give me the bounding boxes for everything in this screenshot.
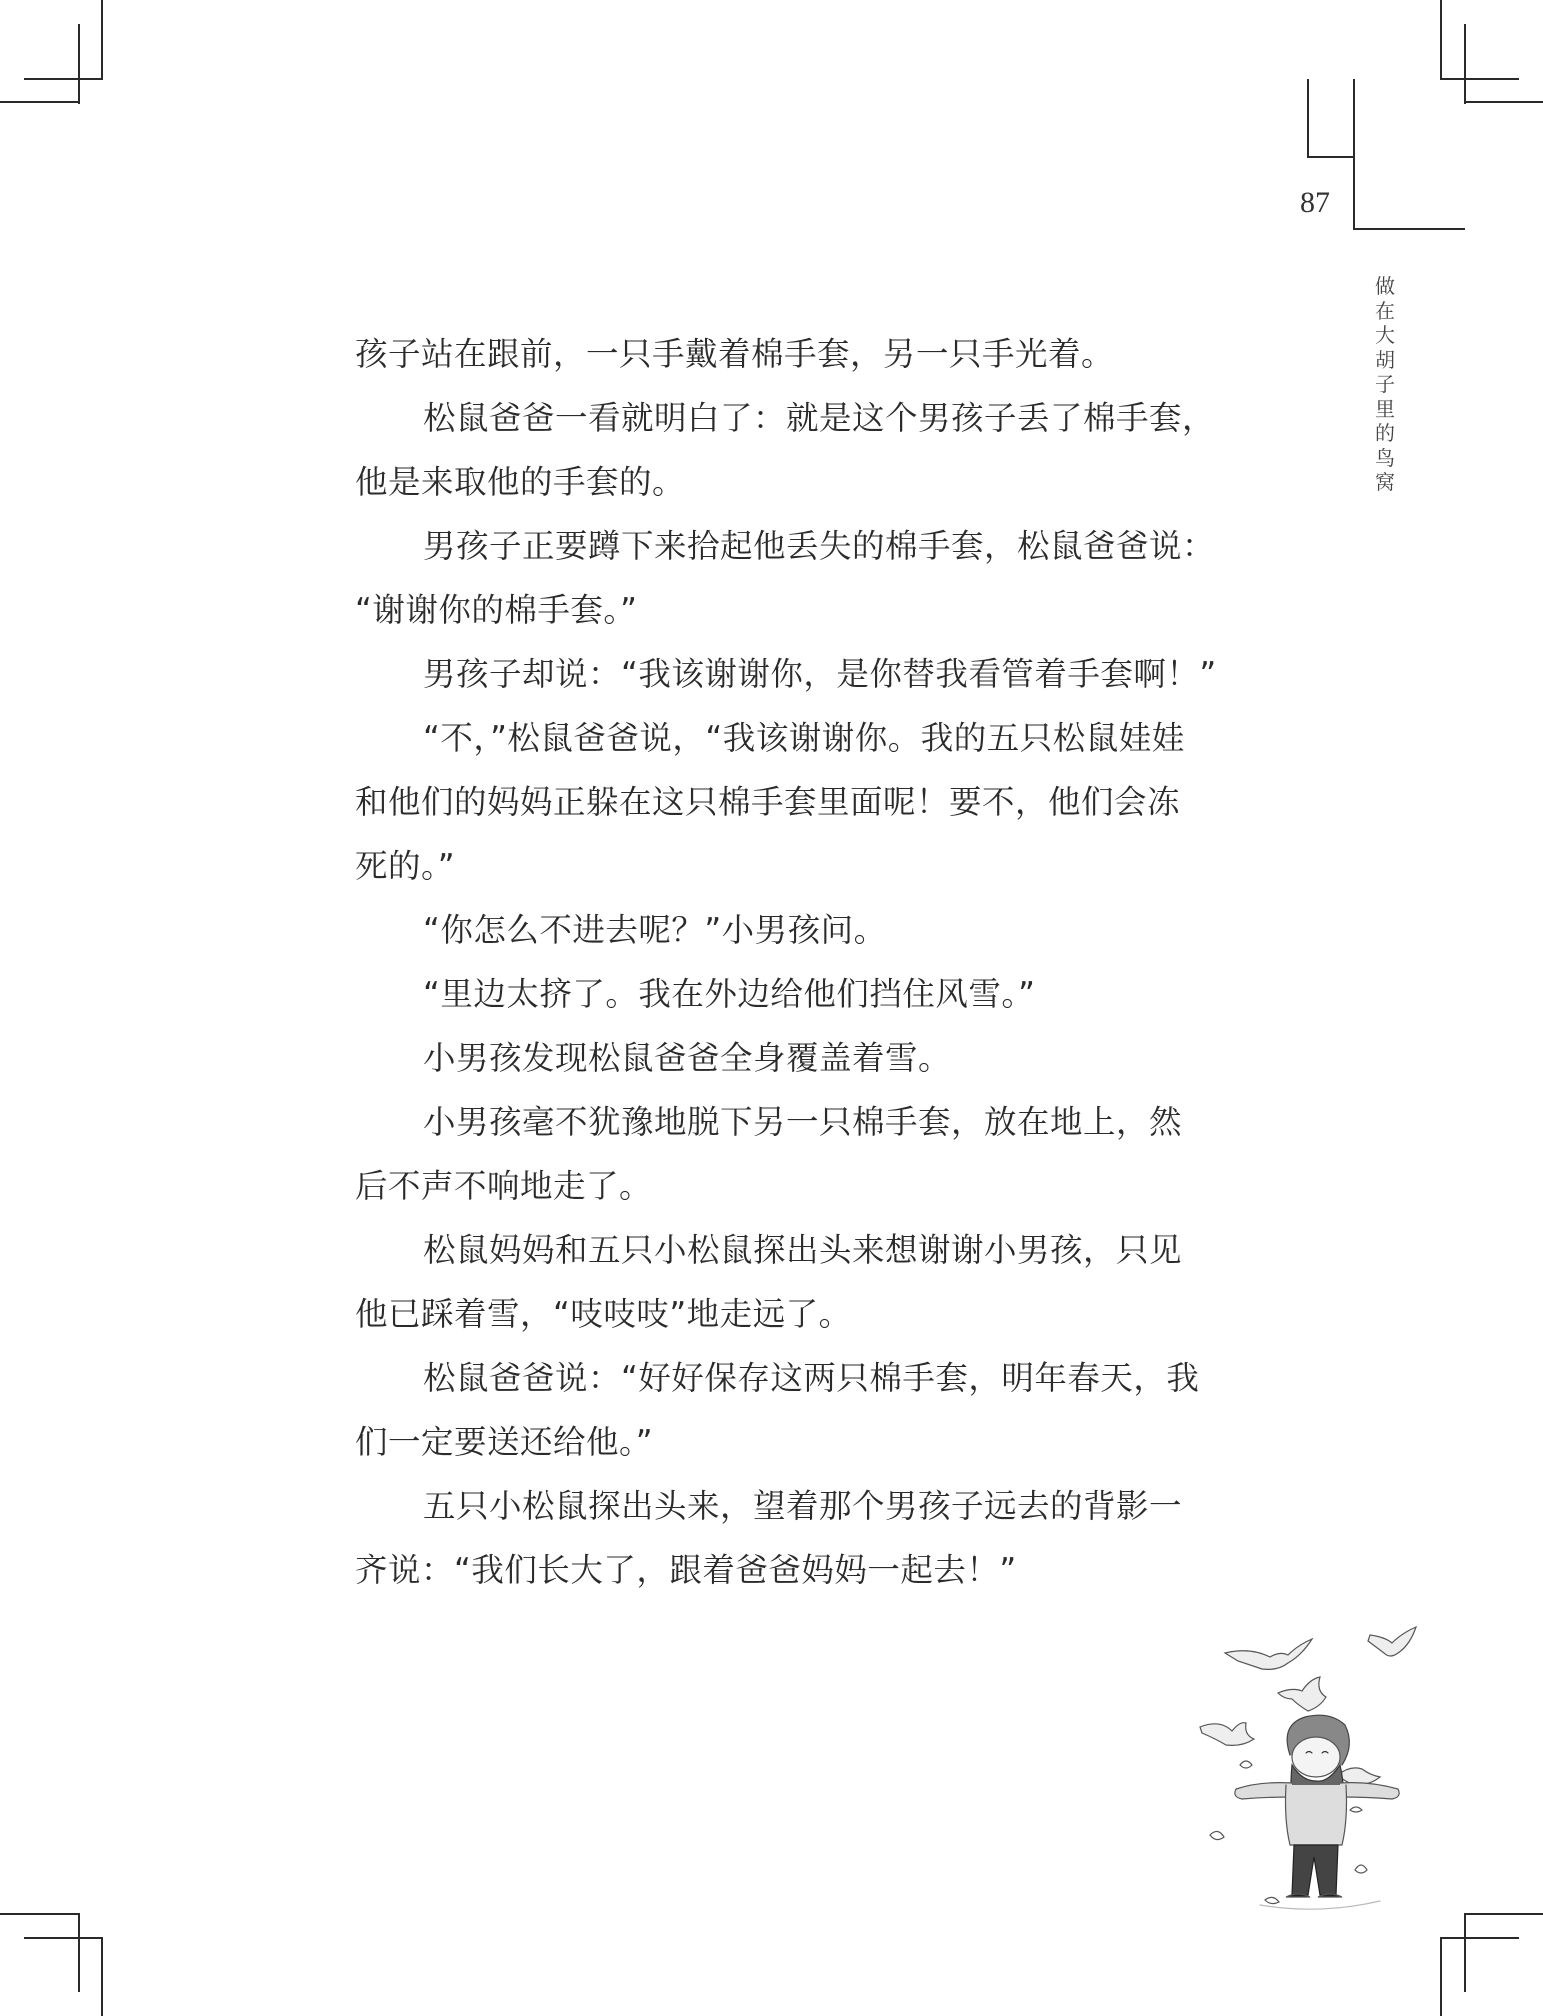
text-line: 小男孩毫不犹豫地脱下另一只棉手套，放在地上，然 [423,1103,1183,1141]
crop-mark [24,78,103,80]
text-line: 松鼠爸爸说：“好好保存这两只棉手套，明年春天，我 [423,1359,1200,1397]
bearded-man-illustration [1180,1605,1420,1915]
crop-mark [101,0,103,79]
crop-mark [0,1913,80,1915]
text-line: 小男孩发现松鼠爸爸全身覆盖着雪。 [423,1039,952,1077]
running-head-char: 窝 [1375,470,1395,494]
text-line: “你怎么不进去呢？”小男孩问。 [423,911,887,949]
body-text [355,322,1215,1602]
crop-mark [24,1937,103,1939]
crop-mark [1440,1937,1519,1939]
text-line: 和他们的妈妈正躲在这只棉手套里面呢！要不，他们会冻 [355,783,1181,821]
page-number: 87 [1300,186,1330,219]
crop-mark [1464,1913,1466,1992]
crop-mark [78,24,80,104]
running-head-char: 子 [1375,372,1395,396]
page-number-frame [1353,228,1465,230]
text-line: 男孩子却说：“我该谢谢你，是你替我看管着手套啊！” [423,655,1217,693]
crop-mark [1464,24,1466,104]
crop-mark [1464,1913,1543,1915]
text-line: “不，”松鼠爸爸说，“我该谢谢你。我的五只松鼠娃娃 [423,719,1185,757]
page-number-frame [1307,156,1355,158]
crop-mark [78,1913,80,1992]
crop-mark [0,101,80,103]
text-line: 后不声不响地走了。 [355,1167,653,1205]
running-head-char: 的 [1375,421,1395,445]
text-line: 松鼠妈妈和五只小松鼠探出头来想谢谢小男孩，只见 [423,1231,1183,1269]
page-number-frame [1353,79,1355,230]
running-head-char: 鸟 [1375,445,1395,470]
sketch-icon [1180,1605,1420,1915]
crop-mark [101,1937,103,2016]
running-head [1372,274,1398,495]
text-line: 死的。” [355,847,456,885]
text-line: 男孩子正要蹲下来拾起他丢失的棉手套，松鼠爸爸说： [423,527,1216,565]
page-number-frame [1307,79,1309,158]
text-line: 孩子站在跟前，一只手戴着棉手套，另一只手光着。 [355,335,1115,373]
crop-mark [1440,0,1442,79]
crop-mark [1440,78,1519,80]
text-line: 五只小松鼠探出头来，望着那个男孩子远去的背影一 [423,1487,1183,1525]
text-line: 们一定要送还给他。” [355,1423,654,1461]
text-line: 齐说：“我们长大了，跟着爸爸妈妈一起去！” [355,1551,1017,1589]
text-line: 他已踩着雪，“吱吱吱”地走远了。 [355,1295,852,1333]
crop-mark [1464,101,1543,103]
running-head-char: 里 [1375,396,1395,421]
running-head-char: 大 [1375,323,1395,347]
text-line: 松鼠爸爸一看就明白了：就是这个男孩子丢了棉手套， [423,399,1216,437]
text-line: 他是来取他的手套的。 [355,463,686,501]
crop-mark [1440,1937,1442,2016]
running-head-char: 在 [1375,298,1395,323]
running-head-char: 做 [1375,274,1395,298]
text-line: “里边太挤了。我在外边给他们挡住风雪。” [423,975,1036,1013]
text-line: “谢谢你的棉手套。” [355,591,638,629]
running-head-char: 胡 [1375,347,1395,372]
